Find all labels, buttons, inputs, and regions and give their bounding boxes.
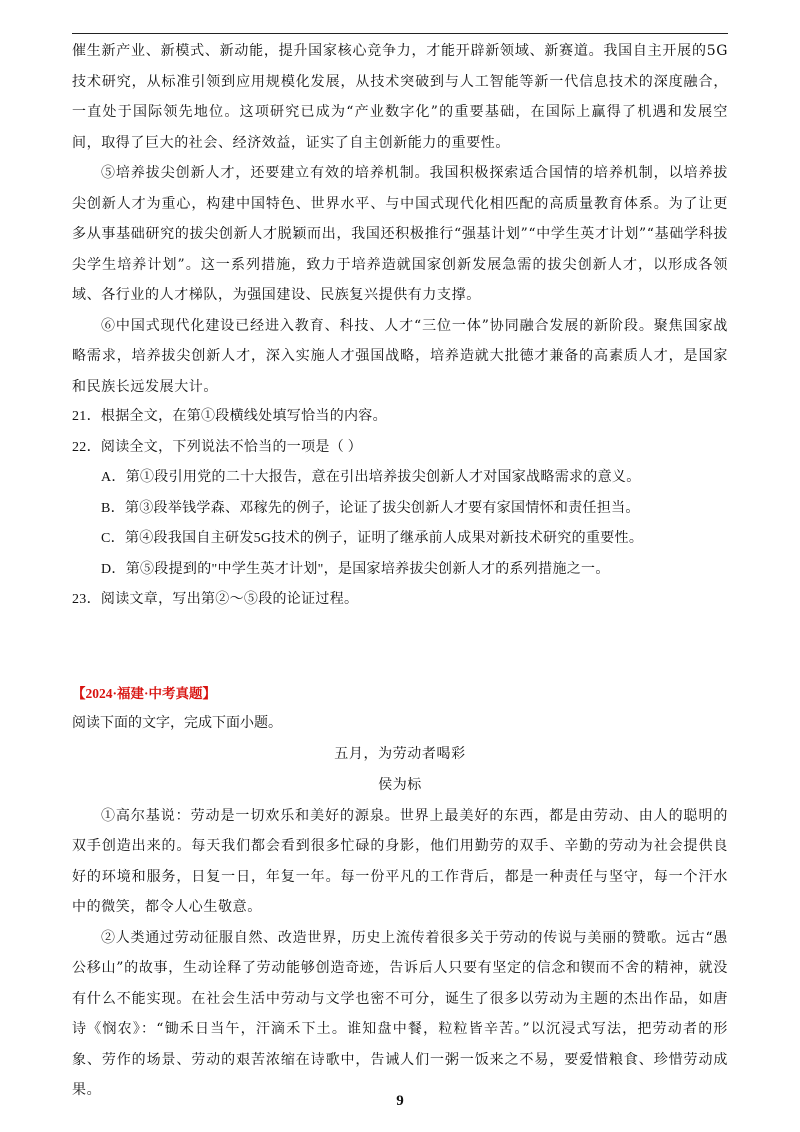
page-number: 9 [396,1093,404,1109]
question-21: 21．根据全文，在第①段横线处填写恰当的内容。 [72,409,387,424]
article-title: 五月，为劳动者喝彩 [334,745,466,762]
exam-source-tag: 【2024·福建·中考真题】 [72,685,217,701]
article-paragraph-2: ②人类通过劳动征服自然、改造世界，历史上流传着很多关于劳动的传说与美丽的赞歌。远古“愚公移山”的故事，生动诠释了劳动能够创造奇迹，告诉后人只要有坚定的信念和锲而不舍的精神，就没有什么不能实现。在社会生活中劳动与文学也密不可分，诞生了很多以劳动为主题的杰出作品，如唐诗《悯农》：“锄禾日当午，汗滴禾下土。谁知盘中餐，粒粒皆辛苦。”以沉浸式写法，把劳动者的形象、劳作的场景、劳动的艰苦浓缩在诗歌中，告诫人们一粥一饭来之不易，要爱惜粮食、珍惜劳动成果。 [72,929,728,1098]
article-paragraph-1: ①高尔基说：劳动是一切欢乐和美好的源泉。世界上最美好的东西，都是由劳动、由人的聪明的双手创造出来的。每天我们都会看到很多忙碌的身影，他们用勤劳的双手、辛勤的劳动为社会提供良好的环境和服务，日复一日，年复一年。每一份平凡的工作背后，都是一种责任与坚守，每一个汗水中的微笑，都令人心生敬意。 [72,807,728,915]
page-content [72,36,728,1106]
question-22-option-d: D．第⑤段提到的"中学生英才计划"，是国家培养拔尖创新人才的系列措施之一。 [101,561,610,577]
question-22-option-c: C．第④段我国自主研发5G技术的例子，证明了继承前人成果对新技术研究的重要性。 [101,531,644,546]
header-rule [72,33,728,34]
passage-paragraph-5: ⑤培养拔尖创新人才，还要建立有效的培养机制。我国积极探索适合国情的培养机制，以培养拔尖创新人才为重心，构建中国特色、世界水平、与中国式现代化相匹配的高质量教育体系。为了让更多从事基础研究的拔尖创新人才脱颖而出，我国还积极推行“强基计划”“中学生英才计划”“基础学科拔尖学生培养计划”。这一系列措施，致力于培养造就国家创新发展急需的拔尖创新人才，以形成各领域、各行业的人才梯队，为强国建设、民族复兴提供有力支撑。 [72,165,728,303]
question-23: 23．阅读文章，写出第②～⑤段的论证过程。 [72,592,359,607]
question-22-option-b: B．第③段举钱学森、邓稼先的例子，论证了拔尖创新人才要有家国情怀和责任担当。 [101,500,640,516]
question-22-option-a: A．第①段引用党的二十大报告，意在引出培养拔尖创新人才对国家战略需求的意义。 [101,470,641,485]
reading-instruction: 阅读下面的文字，完成下面小题。 [72,715,282,731]
passage-paragraph-4-continued: 催生新产业、新模式、新动能，提升国家核心竞争力，才能开辟新领域、新赛道。我国自主开展的5G技术研究，从标准引领到应用规模化发展，从技术突破到与人工智能等新一代信息技术的深度融合，一直处于国际领先地位。这项研究已成为“产业数字化”的重要基础，在国际上赢得了机遇和发展空间，取得了巨大的社会、经济效益，证实了自主创新能力的重要性。 [72,43,728,151]
article-author: 侯为标 [378,776,422,793]
section-gap [72,616,728,679]
question-22: 22．阅读全文，下列说法不恰当的一项是（ ） [72,439,363,455]
passage-paragraph-6: ⑥中国式现代化建设已经进入教育、科技、人才“三位一体”协同融合发展的新阶段。聚焦国家战略需求，培养拔尖创新人才，深入实施人才强国战略，培养造就大批德才兼备的高素质人才，是国家和民族长远发展大计。 [72,317,728,395]
